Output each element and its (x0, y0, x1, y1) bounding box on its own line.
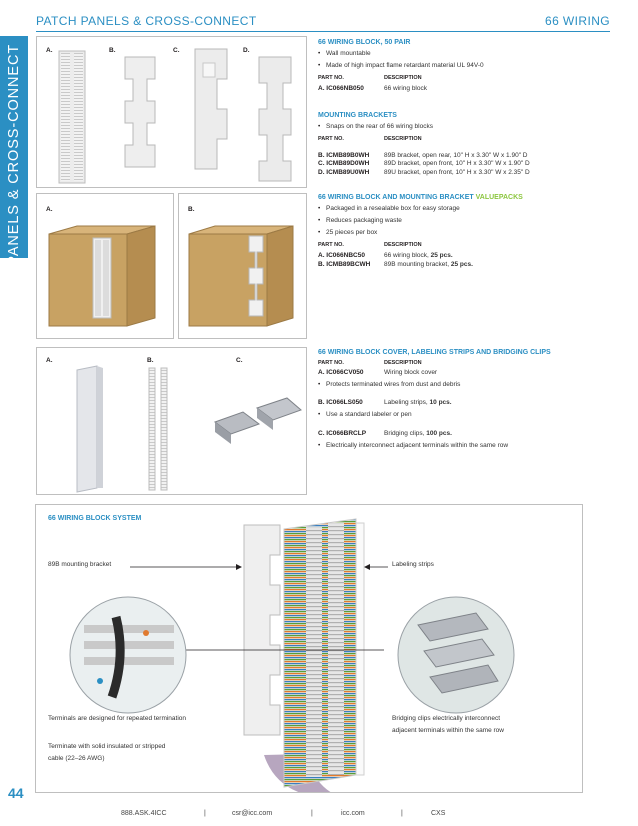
part-no-heading: PART NO. (318, 74, 344, 81)
section-title-accent: VALUEPACKS (475, 194, 523, 201)
part-number: B. ICMB89BCWH (318, 260, 371, 268)
feature-bullet: • Reduces packaging waste (318, 217, 618, 226)
description-heading: DESCRIPTION (384, 74, 422, 81)
footer-separator: | (311, 810, 313, 817)
part-no-heading: PART NO. (318, 136, 344, 143)
part-description: Labeling strips, 10 pcs. (384, 399, 452, 407)
callout-labeling-strips: Labeling strips (392, 561, 434, 568)
panel-label-a: A. (46, 357, 53, 364)
valuepack-box-b-illustration (179, 194, 307, 339)
part-no-heading: PART NO. (318, 241, 344, 248)
feature-bullet: • Snaps on the rear of 66 wiring blocks (318, 123, 618, 132)
valuepacks-section (318, 193, 618, 270)
system-title: 66 WIRING BLOCK SYSTEM (48, 515, 142, 522)
panel-label-d: D. (243, 47, 250, 54)
valuepack-image-panel (36, 193, 174, 339)
description-heading: DESCRIPTION (384, 360, 422, 367)
section-title (318, 193, 618, 202)
callout-terminate-wire (48, 741, 165, 766)
feature-bullet: • Protects terminated wires from dust and debris (318, 381, 618, 390)
page-number: 44 (8, 785, 24, 801)
panel-label-c: C. (173, 47, 180, 54)
accessories-image-panel (36, 347, 307, 495)
side-tab-label: PATCH PANELS & CROSS-CONNECT (6, 43, 22, 323)
pack-quantity: 100 pcs. (426, 429, 452, 437)
callout-terminate-wire-line-1: Terminate with solid insulated or stripped (48, 743, 166, 750)
part-number: C. ICMB89D0WH (318, 160, 370, 168)
footer-phone: 888.ASK.4ICC (121, 810, 167, 817)
part-description: 89U bracket, open front, 10" H x 3.30" W x 2.35" D (384, 169, 530, 177)
feature-bullet: • 25 pieces per box (318, 229, 618, 238)
footer-email: csr@icc.com (232, 810, 273, 817)
footer-separator: | (401, 810, 403, 817)
header-rule (36, 31, 610, 32)
accessories-section (318, 348, 618, 453)
part-number: D. ICMB89U0WH (318, 169, 370, 177)
valuepack-box-a-illustration (37, 194, 174, 339)
part-number: A. IC066CV050 (318, 368, 364, 376)
mounting-brackets-section (318, 111, 618, 178)
callout-bridging-clips (392, 713, 504, 738)
feature-bullet: • Packaged in a resealable box for easy storage (318, 205, 618, 214)
part-description: 66 wiring block, 25 pcs. (384, 252, 453, 260)
callout-bridging-clips-line-2: adjacent terminals within the same row (392, 727, 504, 735)
part-description: Bridging clips, 100 pcs. (384, 429, 452, 437)
footer-code: CXS (431, 810, 446, 817)
accessories-illustration (37, 348, 307, 495)
part-no-heading: PART NO. (318, 360, 344, 367)
category-header: 66 WIRING (545, 14, 610, 28)
wiring-block-and-brackets-illustration (37, 37, 307, 188)
part-description: Wiring block cover (384, 368, 438, 376)
part-description: 89B bracket, open rear, 10" H x 3.30" W x 1.90" D (384, 151, 528, 159)
part-table (318, 242, 618, 270)
part-description: 89D bracket, open front, 10" H x 3.30" W x 1.90" D (384, 160, 530, 168)
panel-label-b: B. (188, 206, 195, 213)
footer-website: icc.com (341, 810, 365, 817)
part-row (318, 430, 618, 439)
pack-quantity: 10 pcs. (429, 399, 452, 407)
part-table (318, 360, 618, 377)
panel-label-a: A. (46, 206, 53, 213)
side-tab (0, 36, 28, 323)
wiring-block-section (318, 38, 618, 94)
footer-separator: | (204, 810, 206, 817)
callout-bridging-clips-line-1: Bridging clips electrically interconnect (392, 715, 501, 722)
feature-bullet: • Made of high impact flame retardant material UL 94V-0 (318, 62, 618, 71)
section-title: 66 WIRING BLOCK, 50 PAIR (318, 39, 411, 46)
callout-terminals: Terminals are designed for repeated termination (48, 715, 187, 722)
section-title: 66 WIRING BLOCK COVER, LABELING STRIPS AND BRIDGING CLIPS (318, 349, 551, 356)
part-number: B. IC066LS050 (318, 399, 363, 407)
section-header: PATCH PANELS & CROSS-CONNECT (36, 14, 257, 28)
section-title-main: 66 WIRING BLOCK AND MOUNTING BRACKET (318, 194, 476, 201)
part-number: A. IC066NB050 (318, 85, 364, 93)
panel-label-a: A. (46, 47, 53, 54)
pack-quantity: 25 pcs. (450, 260, 473, 268)
block-bracket-image-panel (36, 36, 307, 188)
part-row (318, 399, 618, 408)
section-title: MOUNTING BRACKETS (318, 112, 397, 119)
panel-label-b: B. (147, 357, 154, 364)
part-description: 66 wiring block (384, 85, 427, 93)
feature-bullet: • Use a standard labeler or pen (318, 411, 618, 420)
description-heading: DESCRIPTION (384, 136, 422, 143)
callout-terminate-wire-line-2: cable (22–26 AWG) (48, 755, 105, 763)
valuepack-image-panel (178, 193, 307, 339)
part-table (318, 136, 618, 178)
part-number: B. ICMB89B0WH (318, 151, 370, 159)
part-number: C. IC066BRCLP (318, 429, 367, 437)
feature-bullet: • Electrically interconnect adjacent terminals within the same row (318, 442, 618, 451)
panel-label-b: B. (109, 47, 116, 54)
part-table (318, 75, 618, 94)
pack-quantity: 25 pcs. (430, 252, 453, 260)
wiring-block-system-panel (35, 504, 583, 793)
callout-mounting-bracket: 89B mounting bracket (48, 561, 112, 568)
panel-label-c: C. (236, 357, 243, 364)
part-description: 89B mounting bracket, 25 pcs. (384, 260, 473, 268)
description-heading: DESCRIPTION (384, 241, 422, 248)
part-number: A. IC066NBC50 (318, 252, 365, 260)
feature-bullet: • Wall mountable (318, 50, 618, 59)
